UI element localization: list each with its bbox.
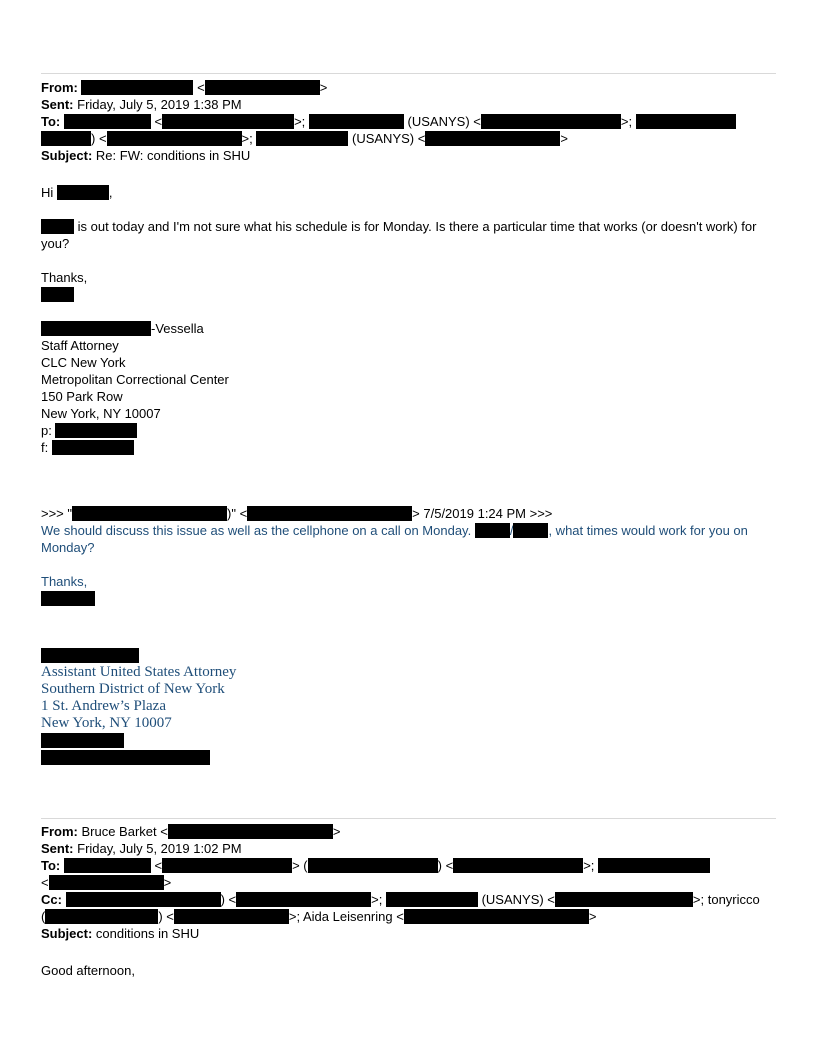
divider — [41, 73, 776, 74]
greeting: Hi , — [41, 185, 113, 200]
redaction — [66, 892, 221, 907]
redaction — [404, 909, 589, 924]
redaction — [107, 131, 242, 146]
redaction — [81, 80, 193, 95]
redaction — [308, 858, 438, 873]
to-line-cont: ) < >; (USANYS) < > — [41, 130, 776, 147]
signature-block — [41, 320, 776, 456]
quoted-thanks: Thanks, — [41, 574, 88, 589]
redaction — [555, 892, 693, 907]
redaction — [41, 321, 151, 336]
to-line: To: < > ( ) < >; — [41, 857, 776, 874]
redaction — [64, 858, 151, 873]
redaction — [162, 858, 292, 873]
redaction — [236, 892, 371, 907]
greeting: Good afternoon, — [41, 963, 135, 978]
from-line: From: < > — [41, 80, 328, 95]
redaction — [205, 80, 320, 95]
redaction — [247, 506, 412, 521]
sig-title: Assistant United States Attorney — [41, 664, 237, 680]
sent-value: Friday, July 5, 2019 1:38 PM — [77, 97, 242, 112]
subject-line — [41, 147, 776, 164]
sent-label: Sent: — [41, 97, 74, 112]
usanys-label: (USANYS) — [407, 114, 470, 129]
email-header — [41, 823, 776, 942]
from-line: From: Bruce Barket < > — [41, 824, 341, 839]
usanys-label: (USANYS) — [352, 131, 415, 146]
sig-city: New York, NY 10007 — [41, 406, 161, 421]
redaction — [55, 423, 137, 438]
sig-fax: f: — [41, 439, 776, 456]
redaction — [475, 523, 510, 538]
subject-label: Subject: — [41, 148, 93, 163]
subject-label: Subject: — [41, 926, 93, 941]
redaction — [41, 648, 139, 663]
redaction — [41, 591, 95, 606]
quoted-header: >>> " )" < > 7/5/2019 1:24 PM >>> — [41, 506, 553, 521]
redaction — [481, 114, 621, 129]
redaction — [256, 131, 348, 146]
redaction — [513, 523, 548, 538]
redaction — [72, 506, 227, 521]
subject-value: Re: FW: conditions in SHU — [95, 148, 251, 163]
redaction — [453, 858, 583, 873]
redaction — [162, 114, 294, 129]
email-header — [41, 79, 776, 164]
sent-value: Friday, July 5, 2019 1:02 PM — [77, 841, 242, 856]
quoted-signature — [41, 647, 776, 766]
redaction — [52, 440, 134, 455]
sent-line — [41, 96, 776, 113]
sig-name: -Vessella — [41, 320, 776, 337]
redaction — [598, 858, 710, 873]
redaction — [57, 185, 109, 200]
redaction — [41, 219, 74, 234]
redaction — [64, 114, 151, 129]
redaction — [386, 892, 478, 907]
redaction — [45, 909, 158, 924]
body-paragraph: is out today and I'm not sure what his schedule is for Monday. Is there a particular time that works (or doesn't work) for you? — [41, 219, 757, 251]
redaction — [309, 114, 404, 129]
cc-line-cont: ( ) < >; Aida Leisenring < > — [41, 909, 597, 924]
to-label: To: — [41, 114, 61, 129]
email-document — [41, 73, 776, 979]
redaction — [168, 824, 333, 839]
subject-line — [41, 925, 776, 942]
sig-street: 1 St. Andrew’s Plaza — [41, 698, 166, 714]
cc-line: Cc: ) < >; (USANYS) < >; tonyricco — [41, 892, 760, 907]
sig-city: New York, NY 10007 — [41, 715, 172, 731]
subject-value: conditions in SHU — [95, 926, 200, 941]
sent-label: Sent: — [41, 841, 74, 856]
redaction — [49, 875, 164, 890]
to-line: To: < >; (USANYS) < >; — [41, 113, 776, 130]
redaction — [174, 909, 289, 924]
sig-phone: p: — [41, 422, 776, 439]
signoff-redaction — [41, 286, 776, 303]
sig-title: Staff Attorney — [41, 338, 119, 353]
from-label: From: — [41, 824, 78, 839]
cc-label: Cc: — [41, 892, 62, 907]
redaction — [41, 131, 91, 146]
redaction — [636, 114, 736, 129]
redaction — [41, 287, 74, 302]
thanks: Thanks, — [41, 270, 88, 285]
sig-facility: Metropolitan Correctional Center — [41, 372, 229, 387]
redaction — [41, 750, 210, 765]
sent-line — [41, 840, 776, 857]
sig-office: Southern District of New York — [41, 681, 225, 697]
redaction — [425, 131, 560, 146]
sig-street: 150 Park Row — [41, 389, 123, 404]
quoted-signoff — [41, 590, 776, 607]
redaction — [41, 733, 124, 748]
to-line-cont: < > — [41, 875, 172, 890]
quoted-body: We should discuss this issue as well as the cellphone on a call on Monday. / , what times would work for you on Monday? — [41, 523, 748, 555]
to-label: To: — [41, 858, 61, 873]
divider — [41, 818, 776, 819]
sig-org: CLC New York — [41, 355, 126, 370]
from-label: From: — [41, 80, 78, 95]
